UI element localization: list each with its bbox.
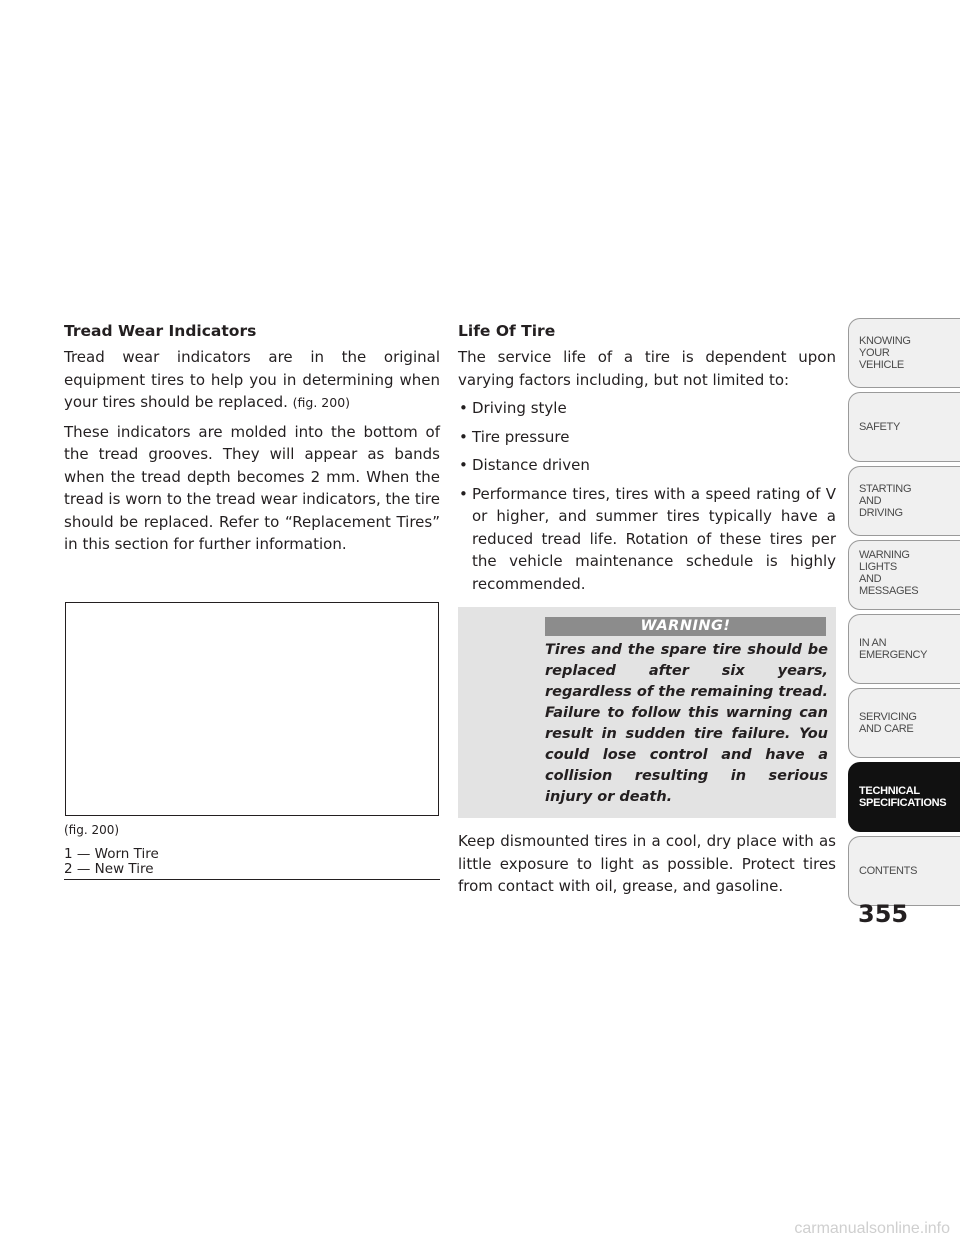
page-number: 355 — [858, 900, 909, 928]
tab-servicing-and-care[interactable] — [848, 688, 960, 758]
tab-label-line: AND CARE — [859, 723, 914, 735]
tab-label-line: TECHNICAL — [859, 785, 920, 797]
list-item: • Driving style — [458, 397, 836, 420]
tab-label-line: VEHICLE — [859, 359, 904, 371]
tab-contents[interactable] — [848, 836, 960, 906]
tab-label-line: AND — [859, 573, 882, 585]
tab-in-an-emergency[interactable] — [848, 614, 960, 684]
warning-title: WARNING! — [545, 617, 826, 636]
right-column — [458, 320, 836, 904]
watermark: carmanualsonline.info — [794, 1220, 950, 1237]
tab-label-line: SERVICING — [859, 711, 917, 723]
left-column — [64, 320, 440, 562]
legend-item-worn-tire: 1 — Worn Tire — [64, 846, 159, 862]
figure-reference: (fig. 200) — [292, 395, 351, 410]
tab-label-line: CONTENTS — [859, 865, 918, 877]
tab-warning-lights-and-messages[interactable] — [848, 540, 960, 610]
tab-technical-specifications[interactable] — [848, 762, 960, 832]
tab-label-line: STARTING — [859, 483, 912, 495]
tab-starting-and-driving[interactable] — [848, 466, 960, 536]
tab-label-line: MESSAGES — [859, 585, 919, 597]
paragraph-storage: Keep dismounted tires in a cool, dry place with as little exposure to light as possible. Protect tires from contact with oil, grease, and gasoline. — [458, 832, 836, 895]
tab-label-line: SPECIFICATIONS — [859, 797, 947, 809]
legend-divider — [64, 879, 440, 880]
section-heading-life-of-tire: Life Of Tire — [458, 322, 556, 340]
legend-item-new-tire: 2 — New Tire — [64, 861, 154, 877]
paragraph-tread-intro — [64, 346, 440, 415]
tab-label-line: IN AN — [859, 637, 887, 649]
warning-box — [458, 607, 836, 818]
paragraph-tread-intro-text: Tread wear indicators are in the original equipment tires to help you in determining when your tires should be replaced. — [64, 348, 440, 411]
tab-safety[interactable] — [848, 392, 960, 462]
chapter-tabs — [848, 318, 960, 910]
warning-text: Tires and the spare tire should be replaced after six years, regardless of the remaining tread. Failure to follow this warning can result in sudden tire failure. You could lose control and have a collision resulting in serious injury or death. — [545, 642, 828, 805]
figure-image-placeholder — [65, 602, 439, 816]
tab-label-line: DRIVING — [859, 507, 903, 519]
tab-label-line: YOUR — [859, 347, 890, 359]
tab-label-line: WARNING — [859, 549, 910, 561]
figure-caption: (fig. 200) — [64, 823, 120, 837]
tab-label-line: LIGHTS — [859, 561, 897, 573]
list-item: • Performance tires, tires with a speed rating of V or higher, and summer tires typically have a reduced tread life. Rotation of these tires per the vehicle maintenance schedule is highly recommended. — [458, 483, 836, 596]
tab-label-line: AND — [859, 495, 882, 507]
tab-label-line: EMERGENCY — [859, 649, 928, 661]
paragraph-life-intro: The service life of a tire is dependent upon varying factors including, but not limited to: — [458, 348, 836, 389]
list-item: • Tire pressure — [458, 426, 836, 449]
list-item: • Distance driven — [458, 454, 836, 477]
tab-label-line: SAFETY — [859, 421, 900, 433]
tab-label-line: KNOWING — [859, 335, 911, 347]
factor-list — [458, 397, 836, 595]
paragraph-tread-details: These indicators are molded into the bottom of the tread grooves. They will appear as bands when the tread depth becomes 2 mm. When the tread is worn to the tread wear indicators, the tire should be replaced. Refer to “Replacement Tires” in this section for further information. — [64, 422, 440, 553]
tab-knowing-your-vehicle[interactable] — [848, 318, 960, 388]
section-heading-tread-wear: Tread Wear Indicators — [64, 322, 257, 340]
figure-legend — [64, 847, 159, 877]
